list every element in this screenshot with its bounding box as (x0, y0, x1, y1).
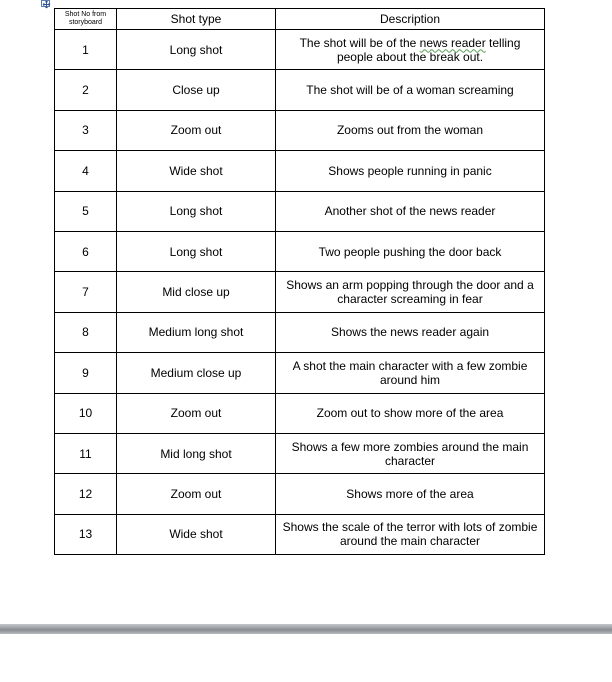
table-row (55, 191, 545, 231)
table-row (55, 433, 545, 473)
shot-description: A shot the main character with a few zombie around him (276, 353, 545, 393)
shot-description: Shows more of the area (276, 474, 545, 514)
shot-type: Zoom out (117, 393, 276, 433)
shot-number: 3 (55, 110, 117, 150)
shot-number: 1 (55, 30, 117, 70)
shot-type: Long shot (117, 231, 276, 271)
header-shot-type: Shot type (117, 9, 276, 30)
table-row (55, 272, 545, 312)
description-text: telling people about the break out. (336, 35, 521, 64)
shot-description: Shows people running in panic (276, 151, 545, 191)
shot-description: Another shot of the news reader (276, 191, 545, 231)
move-arrows-icon (42, 0, 51, 9)
shot-description: The shot will be of a woman screaming (276, 70, 545, 110)
shot-type: Wide shot (117, 151, 276, 191)
description-text: The shot will be of the (299, 35, 420, 50)
table-row (55, 514, 545, 554)
shot-type: Mid close up (117, 272, 276, 312)
spelling-flagged-text[interactable]: news reader (419, 35, 486, 50)
shot-type: Wide shot (117, 514, 276, 554)
shot-description: Shows an arm popping through the door and a character screaming in fear (276, 272, 545, 312)
shot-type: Long shot (117, 191, 276, 231)
header-shot-no: Shot No from storyboard (55, 9, 117, 30)
shot-number: 2 (55, 70, 117, 110)
shot-number: 11 (55, 433, 117, 473)
shot-number: 10 (55, 393, 117, 433)
table-row (55, 30, 545, 70)
shot-description: Shows the scale of the terror with lots of zombie around the main character (276, 514, 545, 554)
table-row (55, 231, 545, 271)
shot-type: Zoom out (117, 474, 276, 514)
table-row (55, 474, 545, 514)
shot-number: 9 (55, 353, 117, 393)
shot-description: Zoom out to show more of the area (276, 393, 545, 433)
shot-number: 6 (55, 231, 117, 271)
table-row (55, 353, 545, 393)
shot-description: Two people pushing the door back (276, 231, 545, 271)
table-row (55, 312, 545, 352)
shot-number: 4 (55, 151, 117, 191)
shot-type: Zoom out (117, 110, 276, 150)
shot-list-table (54, 8, 545, 555)
table-header-row (55, 9, 545, 30)
shot-description (276, 30, 545, 70)
shot-number: 7 (55, 272, 117, 312)
table-row (55, 151, 545, 191)
shot-description: Zooms out from the woman (276, 110, 545, 150)
header-description: Description (276, 9, 545, 30)
shot-number: 8 (55, 312, 117, 352)
shot-type: Long shot (117, 30, 276, 70)
table-row (55, 393, 545, 433)
shot-description: Shows a few more zombies around the main character (276, 433, 545, 473)
shot-type: Medium long shot (117, 312, 276, 352)
table-move-handle-icon[interactable] (41, 0, 50, 7)
table-row (55, 70, 545, 110)
page-separator-bar (0, 624, 612, 634)
shot-number: 5 (55, 191, 117, 231)
shot-type: Medium close up (117, 353, 276, 393)
shot-type: Close up (117, 70, 276, 110)
shot-type: Mid long shot (117, 433, 276, 473)
table-row (55, 110, 545, 150)
shot-number: 13 (55, 514, 117, 554)
shot-number: 12 (55, 474, 117, 514)
shot-description: Shows the news reader again (276, 312, 545, 352)
